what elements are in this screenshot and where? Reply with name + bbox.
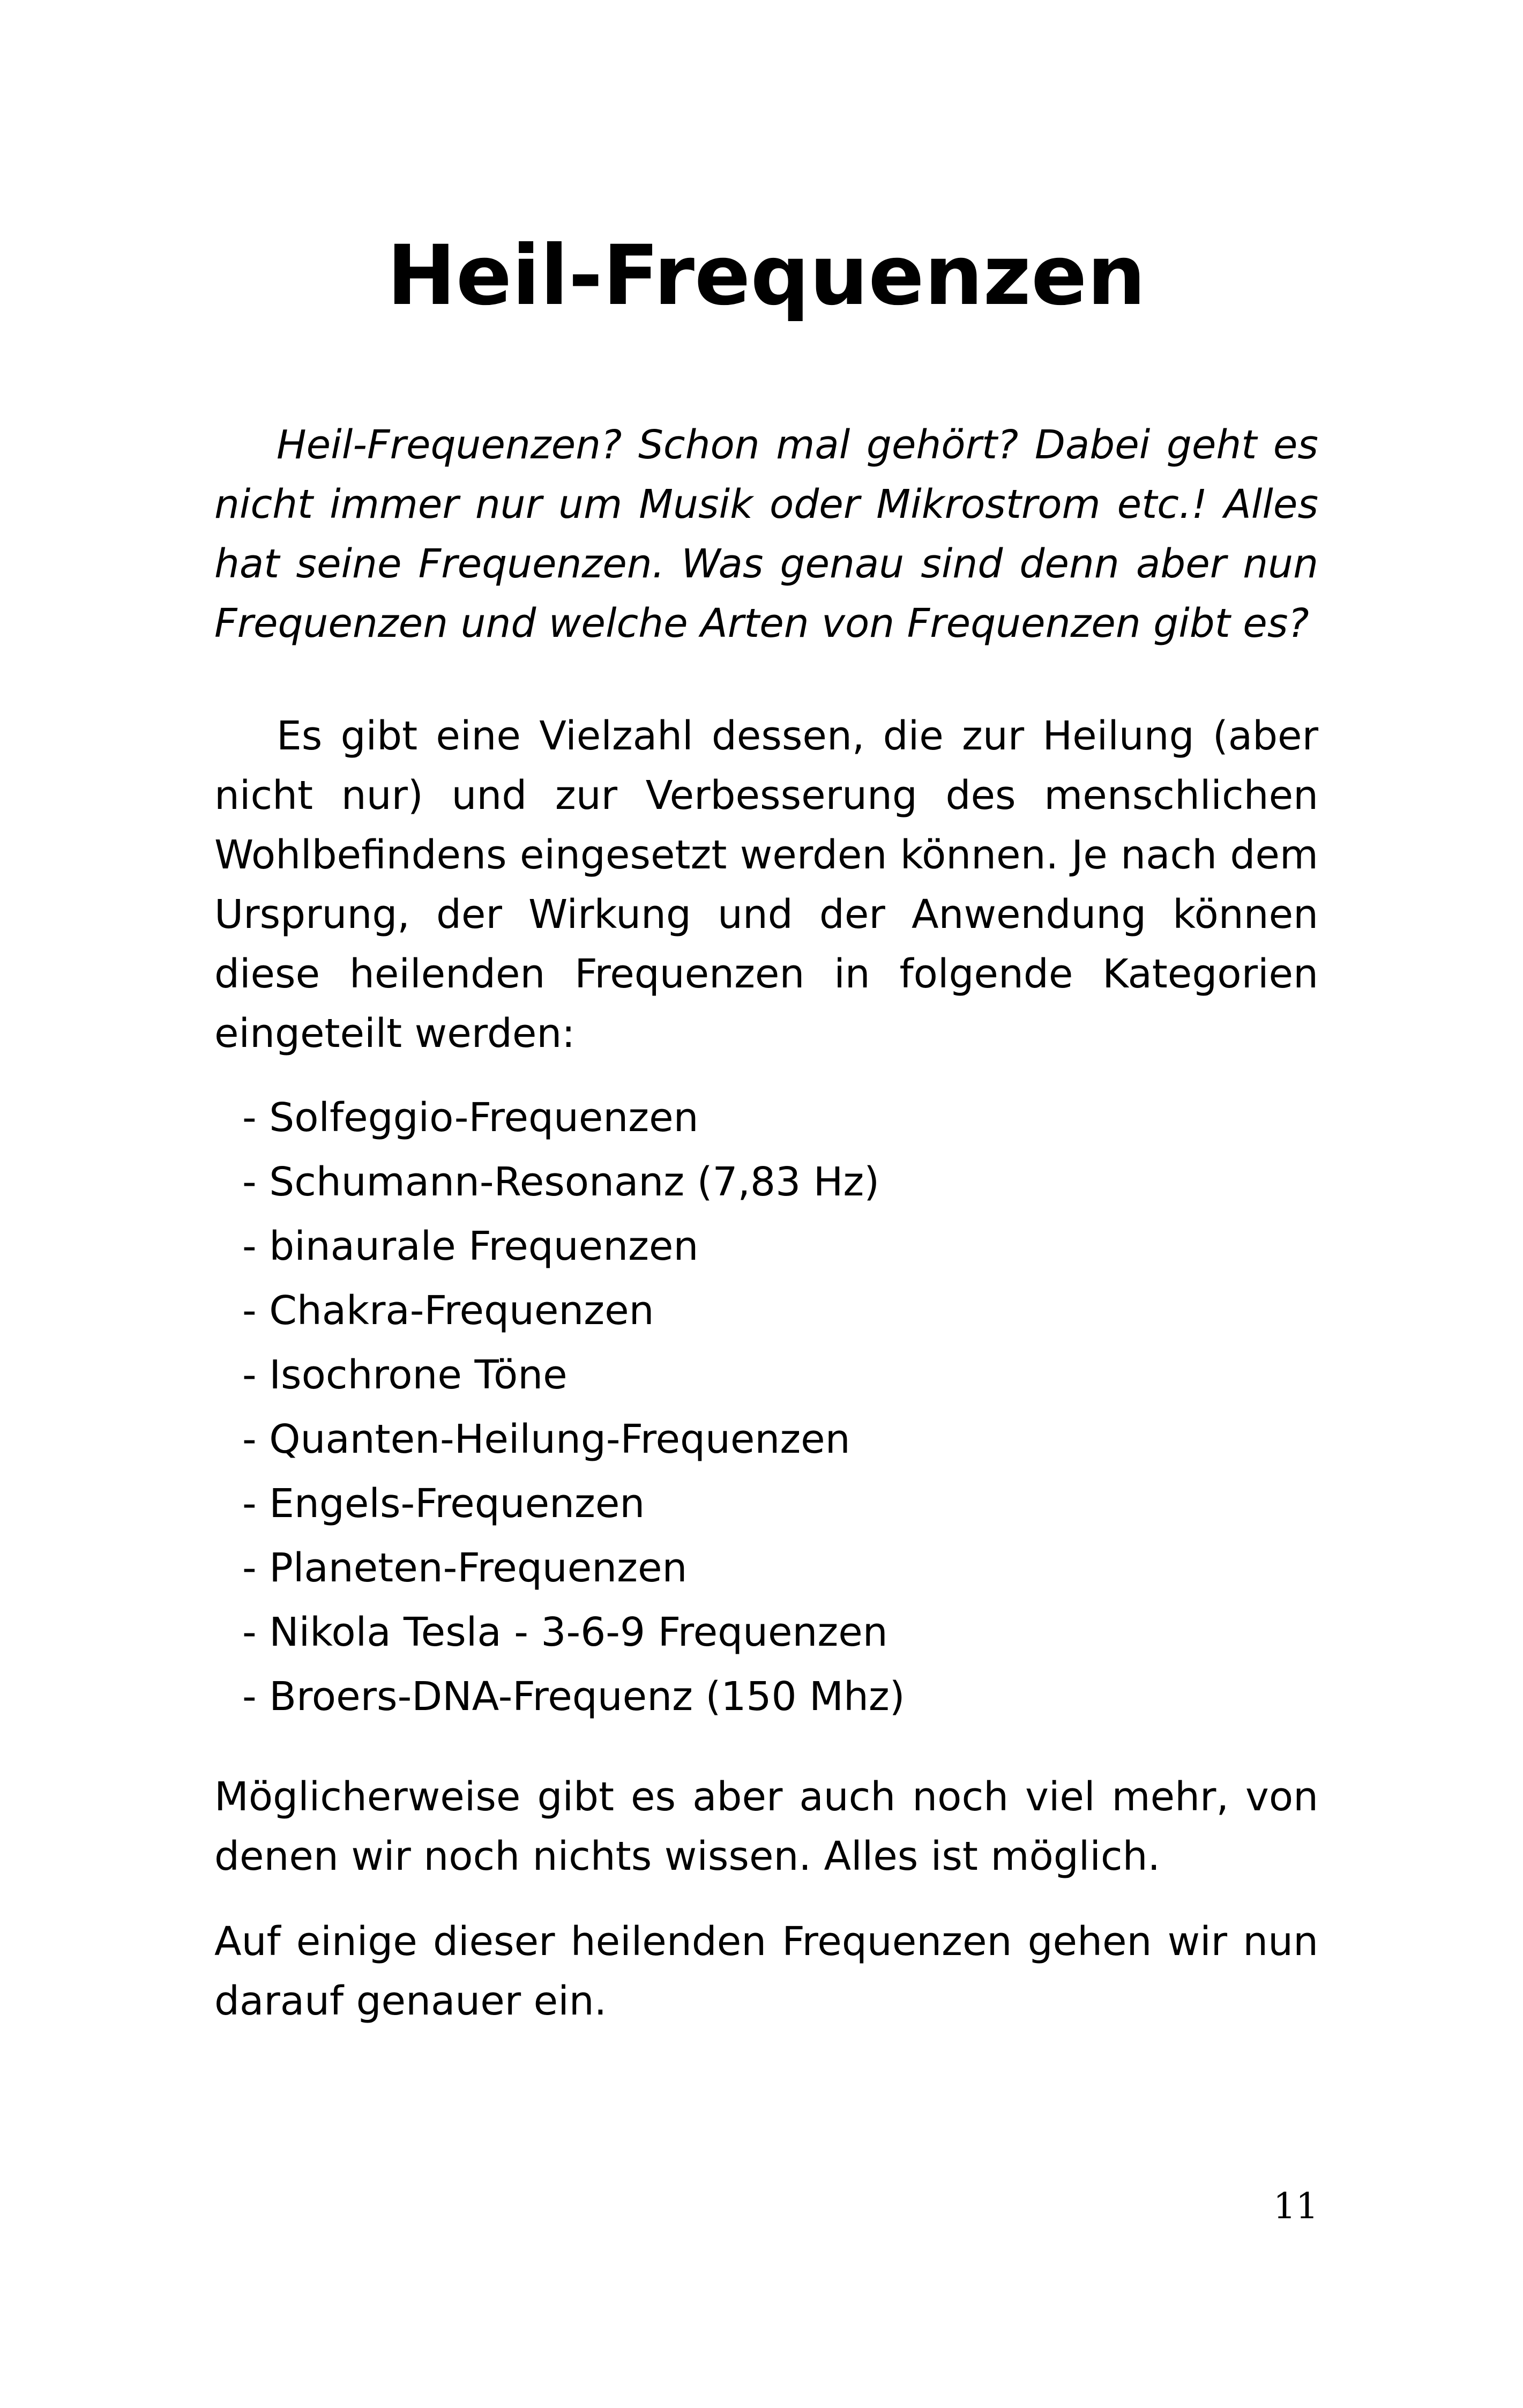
- list-item: - Quanten-Heilung-Frequenzen: [242, 1416, 850, 1462]
- book-page: [214, 0, 1318, 2408]
- list-item: - Isochrone Töne: [242, 1352, 568, 1398]
- list-item: - Engels-Frequenzen: [242, 1481, 645, 1527]
- list-item: - Chakra-Frequenzen: [242, 1288, 654, 1334]
- page-number: 11: [1273, 2186, 1318, 2227]
- list-item: - Solfeggio-Frequenzen: [242, 1095, 699, 1141]
- list-item: - binaurale Frequenzen: [242, 1223, 699, 1269]
- list-item: - Planeten-Frequenzen: [242, 1545, 688, 1591]
- categories-paragraph: Es gibt eine Vielzahl dessen, die zur Heilung (aber nicht nur) und zur Verbesserung des menschlichen Wohlbefindens eingesetzt werden können. Je nach dem Ursprung, der Wirkung und der Anwendung können diese heilenden Frequenzen in folgende Kategorien eingeteilt werden:: [214, 713, 1318, 1057]
- frequency-category-list: [242, 1086, 1293, 1729]
- intro-paragraph: Heil-Frequenzen? Schon mal gehört? Dabei geht es nicht immer nur um Musik oder Mikrostrom etc.! Alles hat seine Frequenzen. Was genau sind denn aber nun Frequenzen und welche Arten von Frequenzen gibt es?: [214, 422, 1318, 646]
- possibility-paragraph: Möglicherweise gibt es aber auch noch viel mehr, von denen wir noch nichts wissen. Alles ist möglich.: [214, 1774, 1318, 1879]
- closing-paragraph: Auf einige dieser heilenden Frequenzen gehen wir nun darauf genauer ein.: [214, 1919, 1318, 2024]
- list-item: - Schumann-Resonanz (7,83 Hz): [242, 1159, 880, 1205]
- list-item: - Nikola Tesla - 3-6-9 Frequenzen: [242, 1609, 888, 1655]
- page-title: Heil-Frequenzen: [386, 228, 1146, 324]
- list-item: - Broers-DNA-Frequenz (150 Mhz): [242, 1674, 905, 1720]
